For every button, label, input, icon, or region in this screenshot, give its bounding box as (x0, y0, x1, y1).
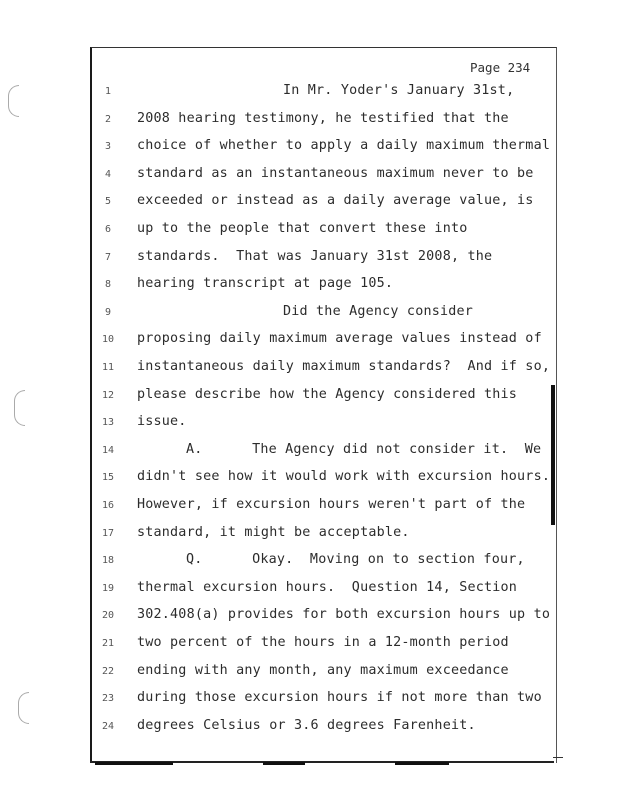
transcript-line (0, 331, 622, 355)
transcript-line (0, 718, 622, 742)
line-number: 7 (104, 251, 112, 263)
line-text: thermal excursion hours. Question 14, Section (137, 579, 518, 595)
line-number: 13 (101, 417, 115, 429)
bottom-mark (395, 762, 449, 765)
transcript-line (0, 387, 622, 411)
line-number: 14 (101, 444, 115, 456)
line-number: 6 (104, 224, 112, 235)
corner-tick (553, 757, 563, 758)
line-number: 1 (104, 86, 112, 97)
transcript-line (0, 111, 622, 135)
bottom-mark (95, 762, 173, 765)
line-text: during those excursion hours if not more than two (137, 690, 542, 706)
transcript-line (0, 607, 622, 631)
transcript-line (0, 359, 622, 383)
line-text: degrees Celsius or 3.6 degrees Farenheit. (137, 717, 476, 733)
line-number: 17 (101, 527, 115, 539)
line-number: 8 (104, 279, 112, 291)
line-number: 4 (104, 168, 112, 180)
transcript-line (0, 690, 622, 714)
transcript-line (0, 304, 622, 328)
line-number: 22 (101, 665, 115, 677)
line-number: 10 (101, 334, 115, 346)
line-number: 11 (101, 362, 115, 373)
transcript-line (0, 635, 622, 659)
line-text: standard, it might be acceptable. (137, 524, 410, 540)
transcript-line (0, 414, 622, 438)
line-text: 2008 hearing testimony, he testified that the (137, 110, 509, 126)
transcript-line (0, 552, 622, 576)
line-text: 302.408(a) provides for both excursion hours up to (137, 607, 551, 623)
line-text: A. The Agency did not consider it. We (186, 441, 542, 457)
transcript-line (0, 469, 622, 493)
line-number: 18 (101, 555, 115, 567)
line-text: Q. Okay. Moving on to section four, (186, 552, 525, 568)
line-number: 19 (101, 582, 115, 594)
bottom-mark (263, 762, 305, 765)
line-number: 20 (101, 610, 115, 622)
line-number: 12 (101, 389, 115, 401)
line-text: choice of whether to apply a daily maximum thermal (137, 138, 551, 154)
transcript-line (0, 193, 622, 217)
transcript-line (0, 276, 622, 300)
transcript-line (0, 497, 622, 521)
transcript-line (0, 442, 622, 466)
line-number: 3 (104, 141, 112, 153)
line-text: In Mr. Yoder's January 31st, (283, 83, 515, 98)
line-number: 9 (104, 306, 112, 318)
transcript-line (0, 580, 622, 604)
line-number: 24 (101, 720, 115, 732)
transcript-line (0, 138, 622, 162)
line-text: ending with any month, any maximum exceedance (137, 662, 509, 678)
line-text: didn't see how it would work with excursion hours. (137, 469, 551, 485)
line-number: 5 (104, 196, 112, 208)
line-number: 23 (101, 693, 115, 705)
line-number: 16 (101, 500, 115, 511)
transcript-line (0, 663, 622, 687)
transcript-line (0, 221, 622, 245)
line-text: Did the Agency consider (283, 303, 474, 319)
transcript-line (0, 525, 622, 549)
line-text: issue. (137, 414, 187, 430)
line-text: standard as an instantaneous maximum never to be (137, 165, 534, 181)
line-text: standards. That was January 31st 2008, the (137, 248, 493, 264)
line-text: hearing transcript at page 105. (137, 276, 394, 292)
page-number: Page 234 (470, 60, 531, 75)
line-text: up to the people that convert these into (137, 221, 468, 236)
line-number: 15 (101, 472, 115, 484)
transcript-line (0, 83, 622, 107)
line-number: 21 (101, 638, 115, 649)
transcript-line (0, 249, 622, 273)
line-text: please describe how the Agency considered this (137, 386, 518, 402)
transcript-line (0, 166, 622, 190)
line-text: proposing daily maximum average values instead of (137, 331, 542, 347)
line-text: However, if excursion hours weren't part of the (137, 497, 526, 512)
line-number: 2 (104, 113, 112, 125)
line-text: instantaneous daily maximum standards? And if so, (137, 359, 551, 374)
line-text: exceeded or instead as a daily average value, is (137, 193, 534, 209)
line-text: two percent of the hours in a 12-month period (137, 635, 509, 650)
